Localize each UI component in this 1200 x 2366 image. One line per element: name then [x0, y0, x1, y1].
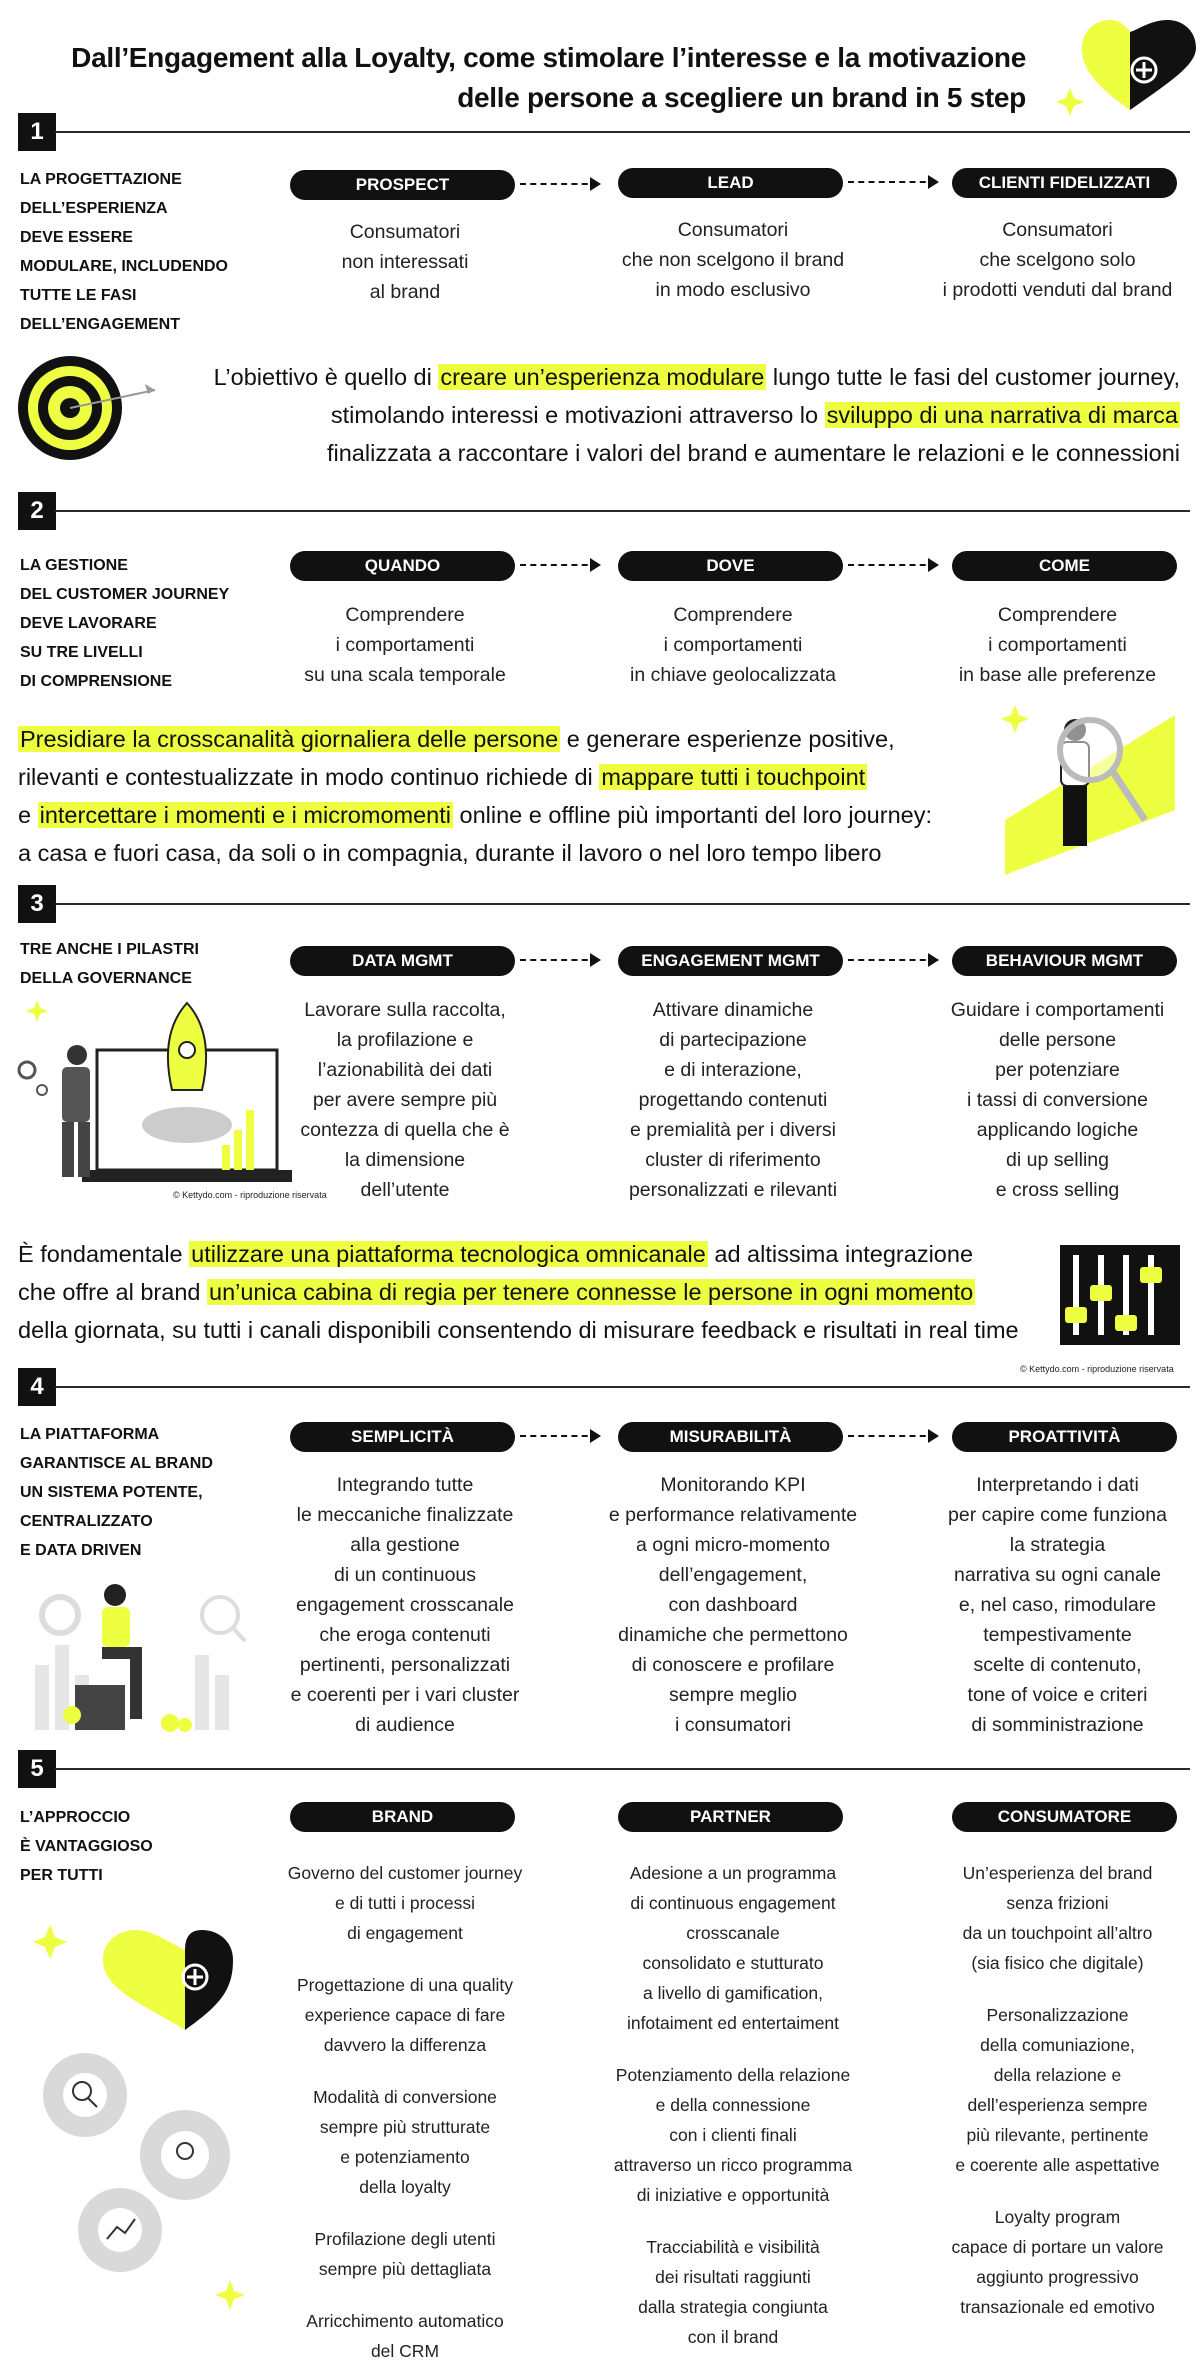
section-3-paragraph: È fondamentale utilizzare una piattaforma tecnologica omnicanale ad altissima integrazione che offre al brand un’unica cabina di regia per tenere connesse le persone in ogni momento della giornata, su tutti i canali disponibili consentendo di misurare feedback e risultati in real time: [18, 1241, 1019, 1343]
pill-quando: QUANDO: [290, 551, 515, 581]
arrow: [520, 564, 598, 568]
highlight: mappare tutti i touchpoint: [601, 764, 866, 790]
section-4-label: LA PIATTAFORMA GARANTISCE AL BRAND UN SISTEMA POTENTE, CENTRALIZZATO E DATA DRIVEN: [20, 1426, 213, 1559]
section-divider-2: [55, 510, 1190, 512]
section-divider-3: [55, 903, 1190, 905]
section-divider-4: [55, 1386, 1190, 1388]
target-icon: [15, 350, 165, 470]
rocket-launch-illustration-icon: [12, 995, 302, 1205]
column-proattivita-text: Interpretando i dati per capire come funziona la strategia narrativa su ogni canale e, nel caso, rimodulare tempestivamente scelte di contenuto, tone of voice e criteri di somministrazione: [948, 1474, 1167, 1736]
highlight: Presidiare la crosscanalità giornaliera delle persone: [20, 726, 559, 752]
arrow: [520, 183, 598, 187]
heart-gears-illustration-icon: [25, 1905, 250, 2345]
page-title: [60, 38, 1026, 118]
highlight: intercettare i momenti e i micromomenti: [39, 802, 451, 828]
highlight: un’unica cabina di regia per tenere connesse le persone in ogni momento: [209, 1279, 974, 1305]
arrow: [848, 1435, 936, 1439]
arrow: [520, 959, 598, 963]
pill-come: COME: [952, 551, 1177, 581]
section-number-5: 5: [18, 1750, 56, 1788]
pill-prospect: PROSPECT: [290, 170, 515, 200]
column-data-mgmt-text: Lavorare sulla raccolta, la profilazione e l’azionabilità dei dati per avere sempre più contezza di quella che è la dimensione dell’utente: [300, 999, 510, 1201]
column-dove-text: Comprendere i comportamenti in chiave geolocalizzata: [630, 604, 836, 686]
section-2-label: LA GESTIONE DEL CUSTOMER JOURNEY DEVE LAVORARE SU TRE LIVELLI DI COMPRENSIONE: [20, 557, 230, 690]
column-prospect-text: Consumatori non interessati al brand: [341, 221, 469, 303]
pill-data-mgmt: DATA MGMT: [290, 946, 515, 976]
arrow: [848, 181, 936, 185]
section-divider-5: [55, 1768, 1190, 1770]
pill-semplicita: SEMPLICITÀ: [290, 1422, 515, 1452]
column-engagement-mgmt-text: Attivare dinamiche di partecipazione e di interazione, progettando contenuti e premialità per i diversi cluster di riferimento personalizzati e rilevanti: [628, 999, 838, 1201]
man-coins-dashboard-illustration-icon: [20, 1575, 250, 1735]
pill-dove: DOVE: [618, 551, 843, 581]
sliders-control-icon: [1060, 1245, 1180, 1345]
column-come-text: Comprendere i comportamenti in base alle preferenze: [958, 604, 1157, 686]
pill-brand: BRAND: [290, 1802, 515, 1832]
column-quando-text: Comprendere i comportamenti su una scala temporale: [304, 604, 506, 686]
woman-magnifier-illustration-icon: [995, 700, 1195, 880]
pill-engagement-mgmt: ENGAGEMENT MGMT: [618, 946, 843, 976]
pill-partner: PARTNER: [618, 1802, 843, 1832]
pill-behaviour-mgmt: BEHAVIOUR MGMT: [952, 946, 1177, 976]
highlight: sviluppo di una narrativa di marca: [826, 402, 1178, 428]
arrow: [520, 1435, 598, 1439]
section-1-paragraph: L’obiettivo è quello di creare un’esperienza modulare lungo tutte le fasi del customer journey, stimolando interessi e motivazioni attraverso lo sviluppo di una narrativa di marca finalizzata a raccontare i valori del brand e aumentare le relazioni e le connessioni: [213, 364, 1180, 466]
column-consumatore-benefits: Un’esperienza del brand senza frizioni da un touchpoint all’altro (sia fisico che digitale) Personalizzazione della comuniazione, della relazione e dell’esperienza sempre più rilevante, pertinente e coerente alle aspettative Loyalty program capace di portare un valore aggiunto progressivo transazionale ed emotivo: [951, 1863, 1164, 2317]
arrow: [848, 564, 936, 568]
heart-logo-icon: [1050, 10, 1200, 120]
section-number-4: 4: [18, 1368, 56, 1406]
copyright-note: © Kettydo.com - riproduzione riservata: [173, 1190, 327, 1200]
section-divider-1: [55, 131, 1190, 133]
column-partner-benefits: Adesione a un programma di continuous engagement crosscanale consolidato e stutturato a livello di gamification, infotaiment ed entertaiment Potenziamento della relazione e della connessione con i clienti finali attraverso un ricco programma di iniziative e opportunità Tracciabilità e visibilità dei risultati raggiunti dalla strategia congiunta con il brand: [613, 1863, 853, 2347]
title-line-2: delle persone a scegliere un brand in 5 step: [457, 82, 1026, 113]
pill-lead: LEAD: [618, 168, 843, 198]
column-semplicita-text: Integrando tutte le meccaniche finalizzate alla gestione di un continuous engagement crosscanale che eroga contenuti pertinenti, personalizzati e coerenti per i vari cluster di audience: [290, 1474, 520, 1736]
pill-misurabilita: MISURABILITÀ: [618, 1422, 843, 1452]
highlight: utilizzare una piattaforma tecnologica omnicanale: [191, 1241, 706, 1267]
highlight: creare un’esperienza modulare: [440, 364, 765, 390]
section-number-2: 2: [18, 492, 56, 530]
copyright-note: © Kettydo.com - riproduzione riservata: [1020, 1364, 1174, 1374]
column-behaviour-mgmt-text: Guidare i comportamenti delle persone per potenziare i tassi di conversione applicando logiche di up selling e cross selling: [950, 999, 1165, 1201]
section-number-1: 1: [18, 113, 56, 151]
title-line-1: Dall’Engagement alla Loyalty, come stimolare l’interesse e la motivazione: [71, 42, 1026, 73]
column-lead-text: Consumatori che non scelgono il brand in modo esclusivo: [621, 219, 845, 301]
section-3-label: TRE ANCHE I PILASTRI DELLA GOVERNANCE: [20, 941, 199, 987]
pill-proattivita: PROATTIVITÀ: [952, 1422, 1177, 1452]
section-1-label: LA PROGETTAZIONE DELL’ESPERIENZA DEVE ESSERE MODULARE, INCLUDENDO TUTTE LE FASI DELL’ENGAGEMENT: [20, 171, 228, 333]
column-clienti-text: Consumatori che scelgono solo i prodotti venduti dal brand: [942, 219, 1173, 301]
pill-clienti-fidelizzati: CLIENTI FIDELIZZATI: [952, 168, 1177, 198]
section-number-3: 3: [18, 885, 56, 923]
section-2-paragraph: Presidiare la crosscanalità giornaliera delle persone e generare esperienze positive, rilevanti e contestualizzate in modo continuo richiede di mappare tutti i touchpoint e intercettare i momenti e i micromomenti online e offline più importanti del loro journey: a casa e fuori casa, da soli o in compagnia, durante il lavoro o nel loro tempo libero: [18, 726, 932, 866]
column-brand-benefits: Governo del customer journey e di tutti i processi di engagement Progettazione di una quality experience capace di fare davvero la differenza Modalità di conversione sempre più strutturate e potenziamento della loyalty Profilazione degli utenti sempre più dettagliata Arricchimento automatico del CRM: [287, 1863, 523, 2361]
column-misurabilita-text: Monitorando KPI e performance relativamente a ogni micro-momento dell’engagement, con dashboard dinamiche che permettono di conoscere e profilare sempre meglio i consumatori: [608, 1474, 858, 1736]
arrow: [848, 959, 936, 963]
pill-consumatore: CONSUMATORE: [952, 1802, 1177, 1832]
section-5-label: L’APPROCCIO È VANTAGGIOSO PER TUTTI: [20, 1809, 153, 1884]
